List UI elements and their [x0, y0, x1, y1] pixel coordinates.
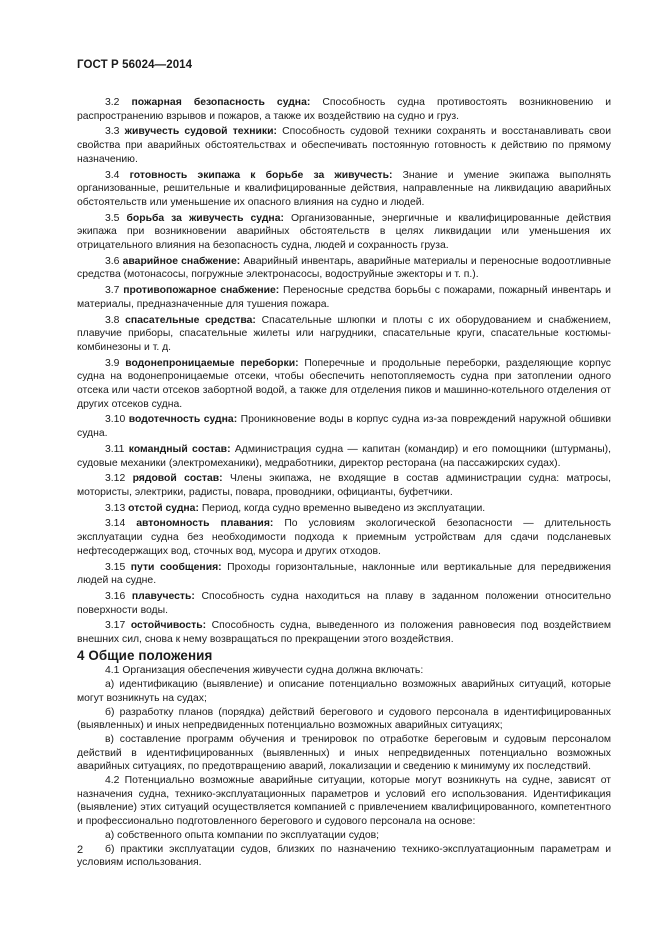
definition-item	[77, 169, 611, 210]
definition-number: 3.5	[105, 212, 120, 224]
definition-item	[77, 502, 611, 516]
definition-text: Знание и умение экипажа выполнять организованные, решительные и квалифицированные действия, направленные на ликвидацию аварийных обстоятельств или уменьшение их опасного влияния на судно и людей.	[77, 169, 612, 208]
paragraph-4-1: 4.1 Организация обеспечения живучести судна должна включать:	[105, 665, 424, 677]
definition-number: 3.15	[105, 561, 126, 573]
definition-number: 3.16	[105, 590, 126, 602]
definition-item	[77, 357, 611, 412]
definition-item	[77, 96, 611, 123]
paragraph-4-2: 4.2 Потенциально возможные аварийные ситуации, которые могут возникнуть на судне, зависят от назначения судна, технико-эксплуатационных параметров и условий его использования. Идентификация (выявление) этих ситуаций осуществляется компанией с привлечением квалифицированного, компетентного и профессионально подготовленного берегового и судового персонала на основе:	[77, 775, 611, 828]
definition-number: 3.10	[105, 414, 126, 426]
definition-number: 3.4	[105, 169, 120, 181]
definitions-list	[77, 96, 611, 647]
definition-item	[77, 443, 611, 470]
definition-text: Администрация судна — капитан (командир) и его помощники (штурманы), судовые механики (электромеханики), медработники, директор ресторана (на пассажирских судах).	[77, 443, 612, 469]
definition-text: Спасательные шлюпки и плоты с их оборудованием и снабжением, плавучие приборы, спасательные жилеты или нагрудники, спасательные круги, спасательные костюмы-комбинезоны и т. д.	[77, 314, 612, 353]
definition-item	[77, 517, 611, 558]
definition-text: Период, когда судно временно выведено из эксплуатации.	[201, 502, 486, 514]
definition-text: Организованные, энергичные и квалифицированные действия экипажа при возникновении аварийных обстоятельств в целях ликвидации или уменьшения их отрицательного влияния на безопасность судна, людей и сохранность груза.	[77, 212, 612, 252]
definition-term: водонепроницаемые переборки:	[125, 357, 299, 369]
definition-term: рядовой состав:	[132, 473, 223, 485]
definition-text: Способность судна находиться на плаву в заданном положении относительно поверхности воды.	[77, 590, 612, 616]
paragraph-4-1-c: в) составление программ обучения и тренировок по отработке береговым и судовым персоналом действий в идентифицированных (выявленных) и иных непредвиденных потенциально возможных аварийных ситуациях, по предотвращению аварий, локализации и сведению к минимуму их последствий.	[77, 733, 611, 773]
definition-number: 3.9	[105, 357, 120, 369]
definition-text: Способность судна, выведенного из положения равновесия под воздействием внешних сил, снова к нему возвращаться по прекращении этого воздействия.	[77, 620, 611, 646]
paragraph-4-2-b: б) практики эксплуатации судов, близких по назначению технико-эксплуатационным параметрам и условиям использования.	[77, 843, 611, 869]
definition-term: живучесть судовой техники:	[124, 126, 277, 138]
definition-term: готовность экипажа к борьбе за живучесть:	[129, 169, 393, 181]
definition-term: пути сообщения:	[130, 561, 222, 573]
definition-item	[77, 284, 611, 311]
definition-number: 3.17	[105, 620, 126, 632]
definition-text: Проникновение воды в корпус судна из-за повреждений наружной обшивки судна.	[77, 414, 612, 440]
definition-item	[77, 255, 611, 282]
definition-text: Способность судовой техники сохранять и восстанавливать свои свойства при аварийных обстоятельствах и обеспечивать постоянную готовность к действию по прямому назначению.	[77, 126, 612, 165]
document-body	[77, 96, 611, 870]
definition-term: плавучесть:	[131, 590, 195, 602]
definition-text: По условиям экологической безопасности — длительность эксплуатации судна без необходимости подхода к приемным устройствам для сдачи подсланевых нефтесодержащих вод, сточных вод, мусора и других отходов.	[77, 518, 612, 557]
definition-item	[77, 212, 611, 253]
definition-number: 3.8	[105, 314, 120, 326]
definition-term: пожарная безопасность судна:	[131, 97, 311, 108]
page-number: 2	[77, 844, 84, 856]
definition-term: спасательные средства:	[125, 314, 256, 326]
definition-text: Переносные средства борьбы с пожарами, пожарный инвентарь и материалы, предназначенные для тушения пожара.	[77, 285, 611, 310]
definition-number: 3.12	[105, 473, 126, 485]
definition-text: Проходы горизонтальные, наклонные или вертикальные для передвижения людей на судне.	[77, 561, 611, 587]
definition-term: командный состав:	[128, 443, 231, 455]
definition-number: 3.14	[105, 518, 126, 530]
definition-term: аварийное снабжение:	[122, 255, 241, 267]
definition-item	[77, 472, 611, 499]
definition-text: Члены экипажа, не входящие в состав администрации судна: матросы, мотористы, электрики, радисты, повара, проводники, официанты, буфетчики.	[77, 473, 612, 498]
definition-text: Поперечные и продольные переборки, разделяющие корпус судна на водонепроницаемые отсеки, чтобы обеспечить непотопляемость судна при затоплении одного отсека или части отсеков забортной водой, а также для отделения пиков и машинно-котельного отделения от других отсеков судна.	[77, 357, 611, 410]
definition-term: остойчивость:	[130, 620, 207, 632]
document-header: ГОСТ Р 56024—2014	[77, 59, 193, 71]
paragraph-4-1-a: а) идентификацию (выявление) и описание потенциально возможных аварийных ситуаций, которые могут возникнуть на судах;	[77, 679, 611, 704]
definition-term: автономность плавания:	[136, 518, 274, 530]
definition-term: водотечность судна:	[128, 414, 238, 426]
definition-item	[77, 590, 611, 617]
paragraph-4-2-a: а) собственного опыта компании по эксплуатации судов;	[105, 829, 380, 841]
definition-item	[77, 413, 611, 440]
definition-number: 3.2	[105, 97, 120, 108]
definition-term: отстой судна:	[128, 502, 199, 514]
definition-item	[77, 314, 611, 355]
definition-number: 3.3	[105, 126, 120, 138]
definition-number: 3.13	[105, 502, 126, 514]
section-title: 4 Общие положения	[77, 647, 213, 663]
definition-number: 3.6	[105, 255, 120, 267]
definition-number: 3.7	[105, 285, 120, 297]
definition-number: 3.11	[105, 443, 125, 455]
definition-item	[77, 561, 611, 588]
definition-text: Аварийный инвентарь, аварийные материалы и переносные водоотливные средства (мотонасосы, погружные электронасосы, водоструйные эжекторы и т. п.).	[77, 255, 611, 281]
definition-term: противопожарное снабжение:	[123, 285, 280, 297]
definition-item	[77, 619, 611, 646]
definition-item	[77, 125, 611, 166]
paragraph-4-1-b: б) разработку планов (порядка) действий берегового и судового персонала в идентифицированных (выявленных) и иных непредвиденных потенциально возможных аварийных ситуациях;	[77, 706, 611, 732]
definition-term: борьба за живучесть судна:	[126, 212, 284, 224]
definition-text: Способность судна противостоять возникновению и распространению взрывов и пожаров, а также их воздействию на судно и груз.	[77, 97, 612, 122]
